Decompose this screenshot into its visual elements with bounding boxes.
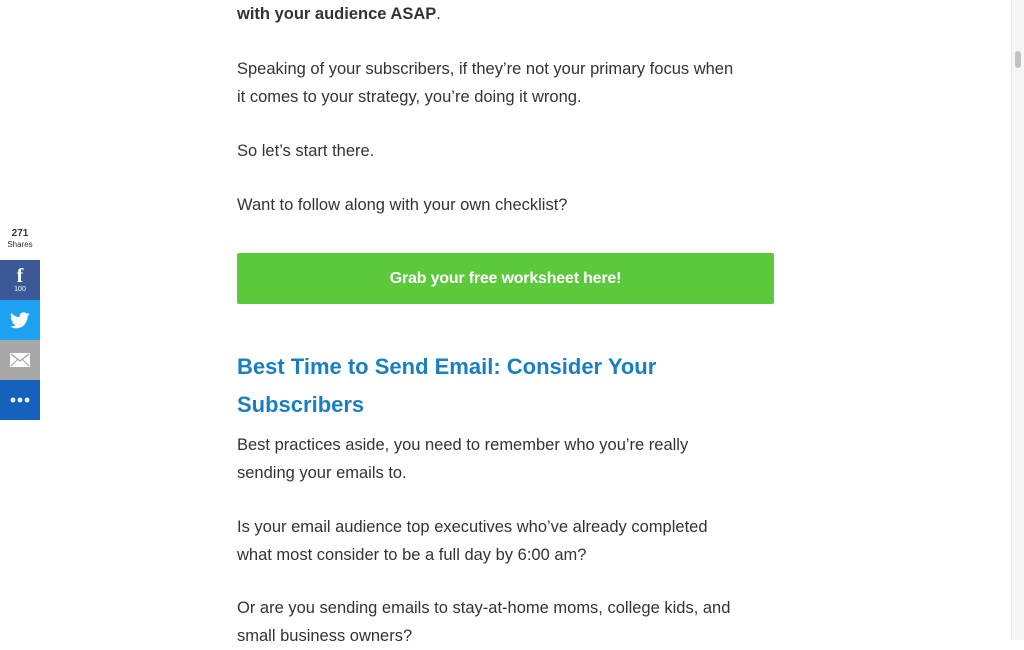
heading-line: Subscribers	[237, 392, 365, 417]
paragraph-audiences	[237, 594, 777, 650]
paragraph-line: small business owners?	[237, 627, 413, 645]
share-label: Shares	[7, 240, 33, 249]
paragraph-line: what most consider to be a full day by 6:00 am?	[237, 546, 587, 564]
paragraph-line: Or are you sending emails to stay-at-home moms, college kids, and	[237, 599, 731, 617]
more-icon	[10, 397, 30, 403]
twitter-icon	[10, 312, 30, 329]
paragraph-checklist: Want to follow along with your own checklist?	[237, 196, 568, 214]
facebook-share-count: 100	[14, 286, 26, 293]
more-share-button[interactable]	[0, 380, 40, 420]
share-total: 271	[11, 228, 29, 239]
paragraph-line: sending your emails to.	[237, 464, 407, 482]
email-icon	[10, 353, 30, 367]
twitter-share-button[interactable]	[0, 300, 40, 340]
bold-text: with your audience ASAP	[237, 5, 437, 23]
facebook-icon: f	[16, 265, 24, 287]
paragraph-line: Is your email audience top executives who’ve already completed	[237, 518, 708, 536]
paragraph-line: Speaking of your subscribers, if they’re not your primary focus when	[237, 60, 734, 78]
paragraph-audience	[237, 0, 777, 28]
section-heading	[237, 348, 757, 424]
paragraph-line: it comes to your strategy, you’re doing it wrong.	[237, 88, 582, 106]
share-count	[0, 228, 40, 250]
grab-worksheet-button[interactable]: Grab your free worksheet here!	[237, 253, 774, 304]
period-text: .	[436, 5, 441, 23]
paragraph-subscribers	[237, 55, 777, 111]
email-share-button[interactable]	[0, 340, 40, 380]
scrollbar-thumb[interactable]	[1015, 51, 1021, 68]
vertical-scrollbar[interactable]	[1011, 0, 1024, 640]
facebook-share-button[interactable]	[0, 260, 40, 300]
heading-line: Best Time to Send Email: Consider Your	[237, 354, 657, 379]
paragraph-start: So let’s start there.	[237, 142, 375, 160]
paragraph-executives	[237, 513, 777, 569]
paragraph-best-practices	[237, 431, 777, 487]
paragraph-line: Best practices aside, you need to remember who you’re really	[237, 436, 689, 454]
